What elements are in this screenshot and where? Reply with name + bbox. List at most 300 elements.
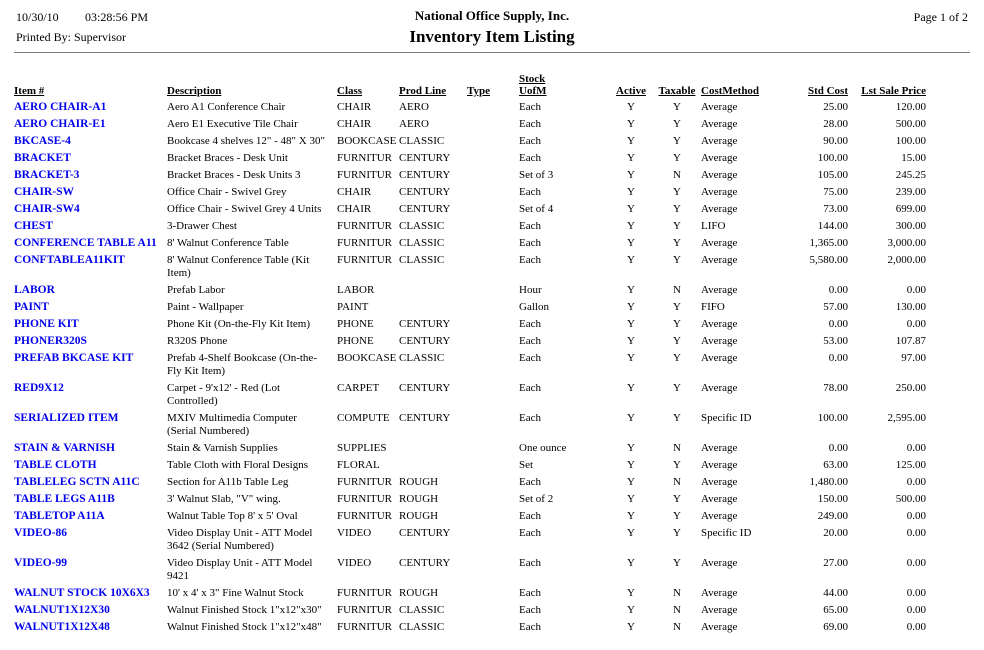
- item-active-flag: Y: [627, 352, 635, 364]
- item-lst-sale-price: 15.00: [901, 152, 926, 164]
- table-row: [14, 525, 926, 555]
- item-class: FURNITUR: [337, 510, 393, 522]
- item-prod-line: AERO: [399, 118, 429, 130]
- item-stock-uofm: Each: [519, 476, 541, 488]
- item-active-flag: Y: [627, 284, 635, 296]
- item-description: Prefab Labor: [167, 284, 225, 296]
- report-date: 10/30/10: [16, 10, 59, 24]
- item-taxable-flag: N: [673, 476, 681, 488]
- item-prod-line: CENTURY: [399, 382, 451, 394]
- item-prod-line: CLASSIC: [399, 352, 445, 364]
- item-class: LABOR: [337, 284, 375, 296]
- item-class: CARPET: [337, 382, 380, 394]
- item-stock-uofm: Set of 4: [519, 203, 554, 215]
- item-std-cost: 75.00: [823, 186, 848, 198]
- item-type: [467, 99, 519, 116]
- item-active-flag: Y: [627, 186, 635, 198]
- item-description: 8' Walnut Conference Table: [167, 237, 289, 249]
- item-cost-method: Average: [701, 493, 738, 505]
- item-lst-sale-price: 0.00: [906, 604, 926, 616]
- item-number-link[interactable]: PREFAB BKCASE KIT: [14, 352, 134, 364]
- item-active-flag: Y: [627, 459, 635, 471]
- col-header-type: Type: [467, 85, 491, 97]
- item-std-cost: 25.00: [823, 101, 848, 113]
- item-type: [467, 252, 519, 282]
- item-std-cost: 65.00: [823, 604, 848, 616]
- item-number-link[interactable]: AERO CHAIR-A1: [14, 101, 107, 113]
- item-lst-sale-price: 239.00: [895, 186, 926, 198]
- item-cost-method: Average: [701, 284, 738, 296]
- item-std-cost: 1,365.00: [809, 237, 848, 249]
- item-prod-line: ROUGH: [399, 493, 439, 505]
- item-prod-line: [399, 440, 467, 457]
- item-lst-sale-price: 120.00: [895, 101, 926, 113]
- item-cost-method: Specific ID: [701, 527, 752, 539]
- item-stock-uofm: Each: [519, 621, 541, 633]
- item-taxable-flag: Y: [673, 152, 681, 164]
- item-stock-uofm: Each: [519, 318, 541, 330]
- item-cost-method: LIFO: [701, 220, 726, 232]
- item-active-flag: Y: [627, 135, 635, 147]
- item-cost-method: Average: [701, 510, 738, 522]
- item-class: FURNITUR: [337, 169, 393, 181]
- item-class: CHAIR: [337, 101, 372, 113]
- item-number-link[interactable]: PAINT: [14, 301, 49, 313]
- item-lst-sale-price: 0.00: [906, 621, 926, 633]
- item-prod-line: CENTURY: [399, 335, 451, 347]
- item-type: [467, 585, 519, 602]
- item-class: FURNITUR: [337, 254, 393, 266]
- item-class: FURNITUR: [337, 621, 393, 633]
- item-taxable-flag: Y: [673, 527, 681, 539]
- table-row: [14, 491, 926, 508]
- item-lst-sale-price: 245.25: [895, 169, 926, 181]
- item-lst-sale-price: 0.00: [906, 476, 926, 488]
- item-class: FURNITUR: [337, 493, 393, 505]
- item-stock-uofm: Each: [519, 135, 541, 147]
- item-class: VIDEO: [337, 557, 372, 569]
- item-class: VIDEO: [337, 527, 372, 539]
- item-description: Office Chair - Swivel Grey 4 Units: [167, 203, 322, 215]
- item-std-cost: 73.00: [823, 203, 848, 215]
- col-header-prod-line: Prod Line: [399, 85, 447, 97]
- item-class: COMPUTE: [337, 412, 390, 424]
- item-taxable-flag: N: [673, 442, 681, 454]
- item-stock-uofm: Each: [519, 587, 541, 599]
- item-class: CHAIR: [337, 203, 372, 215]
- item-prod-line: CENTURY: [399, 412, 451, 424]
- table-row: [14, 602, 926, 619]
- item-type: [467, 167, 519, 184]
- item-stock-uofm: Each: [519, 220, 541, 232]
- item-stock-uofm: Set: [519, 459, 534, 471]
- item-std-cost: 78.00: [823, 382, 848, 394]
- item-prod-line: AERO: [399, 101, 429, 113]
- table-row: [14, 350, 926, 380]
- item-type: [467, 525, 519, 555]
- item-lst-sale-price: 97.00: [901, 352, 926, 364]
- item-number-link[interactable]: PHONE KIT: [14, 318, 79, 330]
- item-std-cost: 57.00: [823, 301, 848, 313]
- item-prod-line: CENTURY: [399, 557, 451, 569]
- item-description: 8' Walnut Conference Table (Kit Item): [167, 254, 310, 279]
- item-prod-line: CENTURY: [399, 527, 451, 539]
- table-row: [14, 235, 926, 252]
- item-active-flag: Y: [627, 604, 635, 616]
- inventory-table: [14, 73, 926, 636]
- item-prod-line: [399, 299, 467, 316]
- item-type: [467, 380, 519, 410]
- item-type: [467, 333, 519, 350]
- item-lst-sale-price: 500.00: [895, 118, 926, 130]
- item-cost-method: Average: [701, 152, 738, 164]
- item-type: [467, 350, 519, 380]
- item-number-link[interactable]: TABLE LEGS A11B: [14, 493, 115, 505]
- item-stock-uofm: Each: [519, 412, 541, 424]
- item-active-flag: Y: [627, 382, 635, 394]
- item-prod-line: CLASSIC: [399, 254, 445, 266]
- item-stock-uofm: Gallon: [519, 301, 549, 313]
- item-cost-method: Specific ID: [701, 412, 752, 424]
- item-number-link[interactable]: BKCASE-4: [14, 135, 71, 147]
- table-row: [14, 99, 926, 116]
- page-title: Inventory Item Listing: [409, 27, 575, 46]
- item-prod-line: CLASSIC: [399, 621, 445, 633]
- item-type: [467, 474, 519, 491]
- item-cost-method: Average: [701, 557, 738, 569]
- item-description: Walnut Table Top 8' x 5' Oval: [167, 510, 298, 522]
- item-lst-sale-price: 500.00: [895, 493, 926, 505]
- item-cost-method: Average: [701, 352, 738, 364]
- item-std-cost: 5,580.00: [809, 254, 848, 266]
- item-lst-sale-price: 699.00: [895, 203, 926, 215]
- item-std-cost: 1,480.00: [809, 476, 848, 488]
- item-cost-method: Average: [701, 237, 738, 249]
- item-cost-method: Average: [701, 169, 738, 181]
- item-prod-line: CENTURY: [399, 203, 451, 215]
- item-cost-method: Average: [701, 186, 738, 198]
- item-class: FURNITUR: [337, 587, 393, 599]
- item-number-link[interactable]: WALNUT STOCK 10X6X3: [14, 587, 150, 599]
- item-cost-method: Average: [701, 118, 738, 130]
- item-std-cost: 27.00: [823, 557, 848, 569]
- item-active-flag: Y: [627, 301, 635, 313]
- item-lst-sale-price: 0.00: [906, 284, 926, 296]
- inventory-table-header: [14, 73, 926, 99]
- table-row: [14, 282, 926, 299]
- item-active-flag: Y: [627, 412, 635, 424]
- item-stock-uofm: Each: [519, 557, 541, 569]
- item-type: [467, 457, 519, 474]
- item-class: BOOKCASE: [337, 352, 397, 364]
- item-number-link[interactable]: AERO CHAIR-E1: [14, 118, 106, 130]
- item-class: PHONE: [337, 318, 374, 330]
- item-active-flag: Y: [627, 220, 635, 232]
- item-active-flag: Y: [627, 476, 635, 488]
- item-taxable-flag: N: [673, 621, 681, 633]
- item-number-link[interactable]: CONFTABLEA11KIT: [14, 254, 125, 266]
- item-description: Phone Kit (On-the-Fly Kit Item): [167, 318, 310, 330]
- item-number-link[interactable]: STAIN & VARNISH: [14, 442, 115, 454]
- item-number-link[interactable]: CONFERENCE TABLE A11: [14, 237, 157, 249]
- item-prod-line: [399, 457, 467, 474]
- item-type: [467, 282, 519, 299]
- item-type: [467, 150, 519, 167]
- report-header: [14, 4, 970, 48]
- item-type: [467, 235, 519, 252]
- item-active-flag: Y: [627, 621, 635, 633]
- table-row: [14, 252, 926, 282]
- item-description: 3' Walnut Slab, "V" wing.: [167, 493, 281, 505]
- item-lst-sale-price: 100.00: [895, 135, 926, 147]
- item-description: Aero E1 Executive Tile Chair: [167, 118, 298, 130]
- item-type: [467, 201, 519, 218]
- item-description: Video Display Unit - ATT Model 9421: [167, 557, 313, 582]
- item-number-link[interactable]: BRACKET-3: [14, 169, 80, 181]
- table-row: [14, 410, 926, 440]
- item-cost-method: Average: [701, 587, 738, 599]
- item-prod-line: CENTURY: [399, 152, 451, 164]
- table-row: [14, 116, 926, 133]
- item-prod-line: ROUGH: [399, 476, 439, 488]
- item-class: SUPPLIES: [337, 442, 387, 454]
- item-number-link[interactable]: VIDEO-99: [14, 557, 68, 569]
- item-description: Bookcase 4 shelves 12" - 48" X 30": [167, 135, 325, 147]
- item-number-link[interactable]: CHEST: [14, 220, 53, 232]
- item-taxable-flag: Y: [673, 493, 681, 505]
- item-number-link[interactable]: SERIALIZED ITEM: [14, 412, 119, 424]
- table-row: [14, 133, 926, 150]
- item-class: PHONE: [337, 335, 374, 347]
- item-std-cost: 90.00: [823, 135, 848, 147]
- item-lst-sale-price: 125.00: [895, 459, 926, 471]
- item-taxable-flag: Y: [673, 101, 681, 113]
- item-stock-uofm: Each: [519, 254, 541, 266]
- item-number-link[interactable]: BRACKET: [14, 152, 71, 164]
- item-type: [467, 218, 519, 235]
- item-std-cost: 100.00: [817, 152, 848, 164]
- item-description: Table Cloth with Floral Designs: [167, 459, 308, 471]
- item-taxable-flag: Y: [673, 220, 681, 232]
- item-taxable-flag: Y: [673, 301, 681, 313]
- item-number-link[interactable]: CHAIR-SW: [14, 186, 75, 198]
- table-row: [14, 508, 926, 525]
- item-stock-uofm: Each: [519, 510, 541, 522]
- item-taxable-flag: Y: [673, 318, 681, 330]
- item-prod-line: CLASSIC: [399, 220, 445, 232]
- item-active-flag: Y: [627, 527, 635, 539]
- item-taxable-flag: Y: [673, 335, 681, 347]
- item-stock-uofm: Each: [519, 527, 541, 539]
- item-number-link[interactable]: LABOR: [14, 284, 55, 296]
- item-active-flag: Y: [627, 557, 635, 569]
- item-number-link[interactable]: TABLETOP A11A: [14, 510, 105, 522]
- item-std-cost: 44.00: [823, 587, 848, 599]
- item-taxable-flag: N: [673, 604, 681, 616]
- item-class: FURNITUR: [337, 220, 393, 232]
- item-number-link[interactable]: WALNUT1X12X30: [14, 604, 110, 616]
- item-class: FURNITUR: [337, 152, 393, 164]
- item-cost-method: Average: [701, 335, 738, 347]
- item-stock-uofm: Each: [519, 118, 541, 130]
- item-active-flag: Y: [627, 493, 635, 505]
- item-description: Office Chair - Swivel Grey: [167, 186, 287, 198]
- item-prod-line: ROUGH: [399, 510, 439, 522]
- item-number-link[interactable]: CHAIR-SW4: [14, 203, 80, 215]
- item-active-flag: Y: [627, 101, 635, 113]
- item-std-cost: 100.00: [817, 412, 848, 424]
- table-row: [14, 333, 926, 350]
- item-type: [467, 116, 519, 133]
- item-active-flag: Y: [627, 442, 635, 454]
- item-taxable-flag: Y: [673, 459, 681, 471]
- item-class: FURNITUR: [337, 237, 393, 249]
- item-cost-method: Average: [701, 254, 738, 266]
- item-type: [467, 316, 519, 333]
- item-class: FLORAL: [337, 459, 380, 471]
- item-type: [467, 508, 519, 525]
- item-stock-uofm: Each: [519, 335, 541, 347]
- table-row: [14, 201, 926, 218]
- item-cost-method: Average: [701, 101, 738, 113]
- item-description: Walnut Finished Stock 1"x12"x48": [167, 621, 322, 633]
- item-taxable-flag: Y: [673, 118, 681, 130]
- item-active-flag: Y: [627, 587, 635, 599]
- item-lst-sale-price: 0.00: [906, 527, 926, 539]
- item-description: Paint - Wallpaper: [167, 301, 244, 313]
- item-prod-line: CLASSIC: [399, 237, 445, 249]
- item-description: MXIV Multimedia Computer (Serial Numbered): [167, 412, 297, 437]
- item-taxable-flag: Y: [673, 254, 681, 266]
- item-std-cost: 53.00: [823, 335, 848, 347]
- item-active-flag: Y: [627, 318, 635, 330]
- item-number-link[interactable]: TABLELEG SCTN A11C: [14, 476, 140, 488]
- item-type: [467, 410, 519, 440]
- item-active-flag: Y: [627, 118, 635, 130]
- item-description: Section for A11b Table Leg: [167, 476, 289, 488]
- item-number-link[interactable]: VIDEO-86: [14, 527, 68, 539]
- item-cost-method: FIFO: [701, 301, 725, 313]
- item-lst-sale-price: 107.87: [895, 335, 926, 347]
- item-type: [467, 184, 519, 201]
- item-description: Aero A1 Conference Chair: [167, 101, 286, 113]
- item-active-flag: Y: [627, 237, 635, 249]
- item-cost-method: Average: [701, 135, 738, 147]
- item-taxable-flag: N: [673, 284, 681, 296]
- header-center: [14, 8, 970, 47]
- item-std-cost: 150.00: [817, 493, 848, 505]
- item-prod-line: [399, 282, 467, 299]
- item-number-link[interactable]: TABLE CLOTH: [14, 459, 97, 471]
- item-prod-line: ROUGH: [399, 587, 439, 599]
- table-row: [14, 457, 926, 474]
- item-description: 3-Drawer Chest: [167, 220, 237, 232]
- table-row: [14, 555, 926, 585]
- item-stock-uofm: Each: [519, 186, 541, 198]
- table-row: [14, 316, 926, 333]
- item-lst-sale-price: 2,000.00: [887, 254, 926, 266]
- item-std-cost: 63.00: [823, 459, 848, 471]
- inventory-table-body: [14, 99, 926, 636]
- item-taxable-flag: Y: [673, 510, 681, 522]
- item-description: Bracket Braces - Desk Unit: [167, 152, 288, 164]
- item-stock-uofm: One ounce: [519, 442, 567, 454]
- col-header-class: Class: [337, 85, 363, 97]
- item-cost-method: Average: [701, 476, 738, 488]
- col-header-item: Item #: [14, 85, 45, 97]
- company-name: National Office Supply, Inc.: [414, 8, 570, 23]
- item-lst-sale-price: 0.00: [906, 510, 926, 522]
- item-taxable-flag: N: [673, 587, 681, 599]
- item-type: [467, 602, 519, 619]
- item-class: FURNITUR: [337, 604, 393, 616]
- table-row: [14, 380, 926, 410]
- item-lst-sale-price: 3,000.00: [887, 237, 926, 249]
- table-row: [14, 440, 926, 457]
- item-description: Carpet - 9'x12' - Red (Lot Controlled): [167, 382, 281, 407]
- item-taxable-flag: Y: [673, 382, 681, 394]
- item-type: [467, 555, 519, 585]
- col-header-lst-sale-price: Lst Sale Price: [861, 85, 926, 97]
- item-taxable-flag: N: [673, 169, 681, 181]
- item-std-cost: 249.00: [817, 510, 848, 522]
- item-lst-sale-price: 0.00: [906, 587, 926, 599]
- item-lst-sale-price: 0.00: [906, 442, 926, 454]
- item-std-cost: 0.00: [828, 284, 848, 296]
- table-row: [14, 299, 926, 316]
- table-row: [14, 167, 926, 184]
- col-header-taxable: Taxable: [658, 85, 696, 97]
- item-number-link[interactable]: PHONER320S: [14, 335, 87, 347]
- item-stock-uofm: Each: [519, 237, 541, 249]
- item-lst-sale-price: 0.00: [906, 557, 926, 569]
- item-description: R320S Phone: [167, 335, 228, 347]
- item-description: Bracket Braces - Desk Units 3: [167, 169, 301, 181]
- item-prod-line: CENTURY: [399, 318, 451, 330]
- item-stock-uofm: Set of 2: [519, 493, 554, 505]
- item-type: [467, 619, 519, 636]
- item-taxable-flag: Y: [673, 203, 681, 215]
- item-number-link[interactable]: RED9X12: [14, 382, 64, 394]
- item-type: [467, 133, 519, 150]
- item-description: Video Display Unit - ATT Model 3642 (Serial Numbered): [167, 527, 313, 552]
- page-number: Page 1 of 2: [913, 10, 968, 24]
- col-header-cost-method: CostMethod: [701, 85, 760, 97]
- table-row: [14, 474, 926, 491]
- item-description: Walnut Finished Stock 1"x12"x30": [167, 604, 322, 616]
- table-row: [14, 150, 926, 167]
- item-type: [467, 440, 519, 457]
- item-std-cost: 0.00: [828, 318, 848, 330]
- item-lst-sale-price: 250.00: [895, 382, 926, 394]
- item-class: PAINT: [337, 301, 369, 313]
- item-type: [467, 299, 519, 316]
- item-stock-uofm: Each: [519, 604, 541, 616]
- item-active-flag: Y: [627, 152, 635, 164]
- item-prod-line: CENTURY: [399, 186, 451, 198]
- col-header-description: Description: [167, 85, 222, 97]
- item-std-cost: 20.00: [823, 527, 848, 539]
- item-lst-sale-price: 300.00: [895, 220, 926, 232]
- header-rule: [14, 52, 970, 53]
- item-description: Prefab 4-Shelf Bookcase (On-the-Fly Kit Item): [167, 352, 317, 377]
- item-stock-uofm: Set of 3: [519, 169, 554, 181]
- item-number-link[interactable]: WALNUT1X12X48: [14, 621, 110, 633]
- table-row: [14, 184, 926, 201]
- item-description: 10' x 4' x 3" Fine Walnut Stock: [167, 587, 304, 599]
- item-cost-method: Average: [701, 203, 738, 215]
- item-cost-method: Average: [701, 442, 738, 454]
